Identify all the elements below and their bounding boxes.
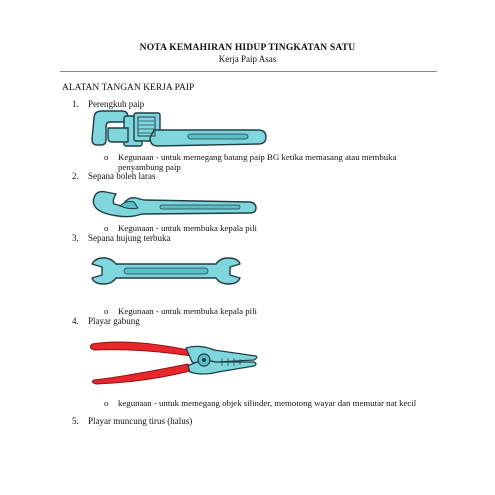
usage-text: kegunaan - untuk memegang objek silinder, memotong wayar dan memutar nat kecil — [118, 398, 417, 408]
item-usage — [104, 223, 257, 233]
list-item-adjustable-spanner — [72, 171, 155, 181]
item-number: 3. — [72, 233, 79, 243]
item-number: 5. — [72, 416, 79, 426]
bullet-marker: o — [104, 152, 109, 162]
item-number: 4. — [72, 316, 79, 326]
section-heading: ALATAN TANGAN KERJA PAIP — [62, 83, 195, 93]
usage-text: Kegunaan - untuk membuka kepala pili — [118, 306, 257, 316]
item-name: Sepana boleh laras — [88, 171, 156, 181]
item-number: 1. — [72, 99, 79, 109]
item-usage — [104, 306, 257, 316]
open-end-spanner-icon — [90, 256, 242, 286]
usage-text: Kegunaan - untuk memegang batang paip BG ketika memasang atau membuka penyambung paip — [118, 152, 397, 172]
combination-pliers-icon — [88, 336, 260, 386]
item-name: Playar muncung tirus (halus) — [88, 416, 193, 426]
list-item-open-end-spanner — [72, 233, 170, 243]
header-divider — [60, 71, 437, 72]
item-name: Perengkuh paip — [88, 99, 145, 109]
item-name: Playar gabung — [88, 316, 140, 326]
bullet-marker: o — [104, 398, 109, 408]
item-usage — [104, 398, 426, 408]
list-item-needle-nose-pliers — [72, 416, 192, 426]
document-subtitle: Kerja Paip Asas — [218, 54, 277, 64]
item-usage — [104, 152, 426, 172]
bullet-marker: o — [104, 306, 109, 316]
usage-text: Kegunaan - untuk membuka kepala pili — [118, 223, 257, 233]
document-title: NOTA KEMAHIRAN HIDUP TINGKATAN SATU — [139, 43, 356, 53]
adjustable-spanner-icon — [90, 188, 258, 222]
list-item-combination-pliers — [72, 316, 140, 326]
item-number: 2. — [72, 171, 79, 181]
bullet-marker: o — [104, 223, 109, 233]
item-name: Sepana hujung terbuka — [88, 233, 171, 243]
pipe-wrench-icon — [88, 108, 270, 158]
